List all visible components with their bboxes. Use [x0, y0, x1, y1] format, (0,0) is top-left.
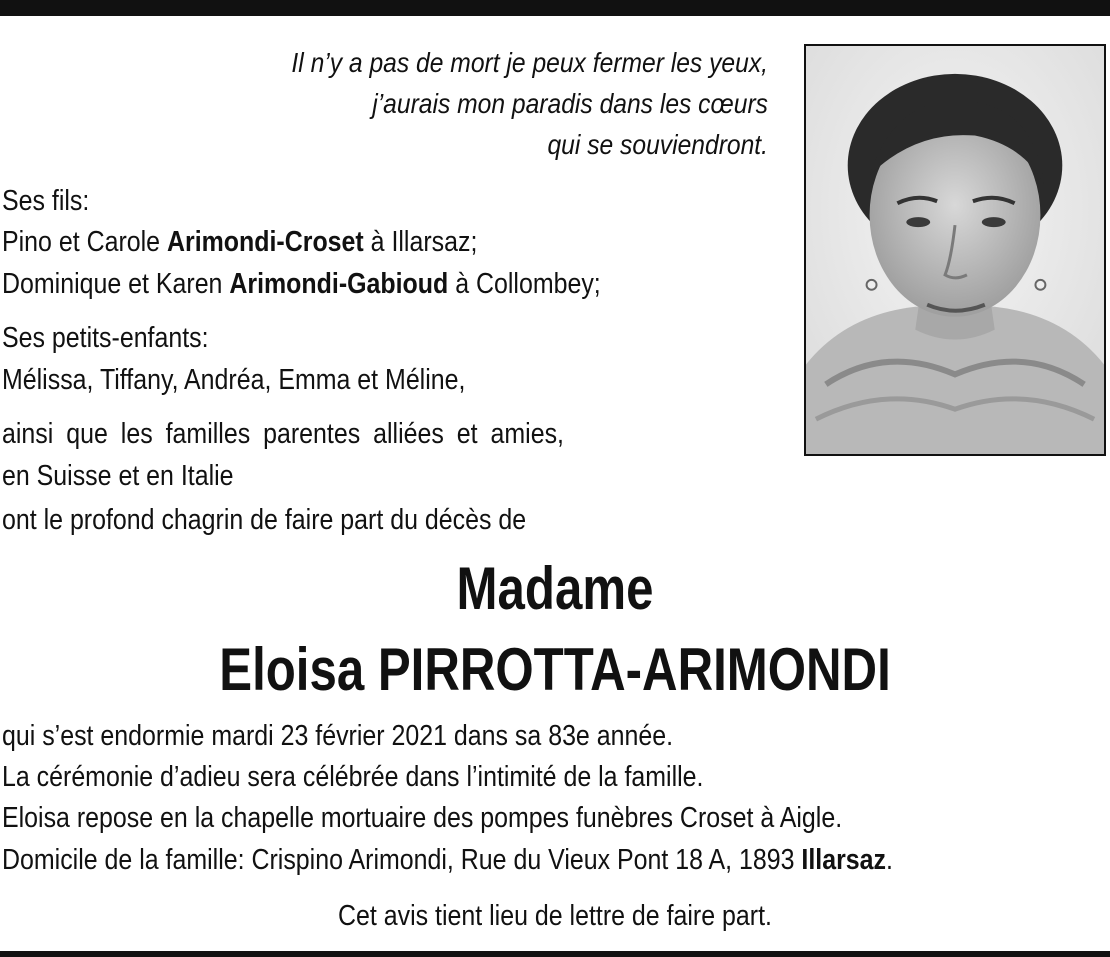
son-line-2 [2, 264, 601, 305]
family-line-1: ainsi que les familles parentes alliées et amies, [2, 418, 564, 450]
bottom-rule [0, 951, 1110, 957]
sons-heading: Ses fils: [2, 185, 90, 217]
portrait-photo [804, 44, 1106, 456]
son-line-2-prefix: Dominique et Karen [2, 268, 230, 300]
deceased-name: Eloisa PIRROTTA-ARIMONDI [219, 636, 891, 703]
poem-line: qui se souviendront. [547, 129, 768, 160]
address-town: Illarsaz [801, 844, 887, 876]
son-line-1-prefix: Pino et Carole [2, 226, 167, 258]
details-line-4 [2, 840, 893, 881]
son-line-1-surname: Arimondi-Croset [166, 226, 364, 258]
deceased-title-text: Madame [456, 555, 654, 622]
grandchildren-names: Mélissa, Tiffany, Andréa, Emma et Méline, [2, 364, 466, 396]
family-line-3: ont le profond chagrin de faire part du décès de [2, 504, 527, 536]
closing-note: Cet avis tient lieu de lettre de faire part. [338, 900, 772, 932]
poem-quote [99, 42, 768, 165]
son-line-1 [2, 222, 477, 263]
details-line-1: qui s’est endormie mardi 23 février 2021 dans sa 83e année. [2, 720, 674, 752]
deceased-title [100, 554, 1010, 624]
son-line-2-place: à Collombey; [448, 268, 601, 300]
poem-line: Il n’y a pas de mort je peux fermer les yeux, [291, 47, 768, 78]
details-line-2: La cérémonie d’adieu sera célébrée dans l’intimité de la famille. [2, 761, 704, 793]
family-line-2: en Suisse et en Italie [2, 460, 234, 492]
top-rule [0, 0, 1110, 16]
details-line-3: Eloisa repose en la chapelle mortuaire des pompes funèbres Croset à Aigle. [2, 802, 843, 834]
son-line-1-place: à Illarsaz; [363, 226, 478, 258]
son-line-2-surname: Arimondi-Gabioud [229, 268, 449, 300]
address-text: Domicile de la famille: Crispino Arimondi, Rue du Vieux Pont 18 A, 1893 [2, 844, 802, 876]
poem-line: j’aurais mon paradis dans les cœurs [372, 88, 768, 119]
address-period: . [886, 844, 893, 876]
grandchildren-heading: Ses petits-enfants: [2, 322, 209, 354]
